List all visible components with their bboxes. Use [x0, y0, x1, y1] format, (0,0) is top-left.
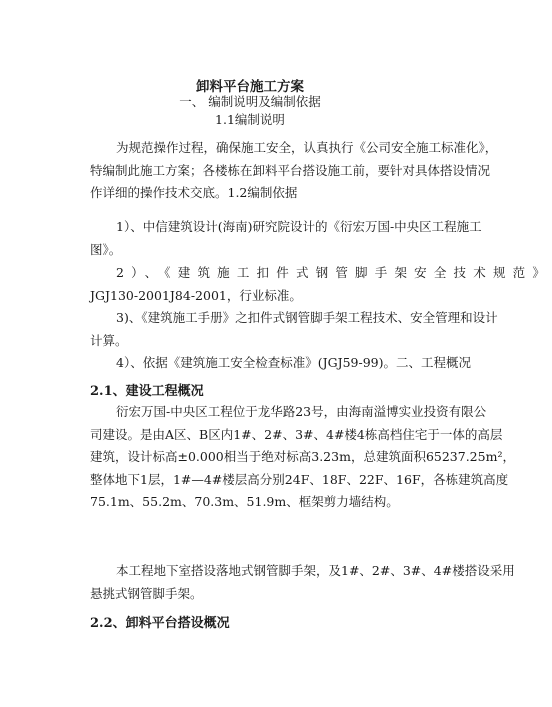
basis-item-1-line-2: 图》。 [90, 241, 122, 257]
scaffold-line-1: 本工程地下室搭设落地式钢管脚手架，及1#、2#、3#、4#楼搭设采用 [116, 563, 515, 578]
overview-line-4: 整体地下1层，1#—4#楼层高分别24F、18F、22F、16F，各栋建筑高度 [90, 471, 509, 487]
overview-line-3: 建筑，设计标高±0.000相当于绝对标高3.23m，总建筑面积65237.25m²， [90, 449, 515, 465]
document-title: 卸料平台施工方案 [196, 79, 304, 95]
scaffold-paragraph [90, 560, 515, 605]
basis-item-1 [90, 216, 482, 261]
basis-item-4 [90, 352, 471, 375]
section-heading-2-2: 2.2、卸料平台搭设概况 [90, 616, 230, 631]
basis-item-3 [90, 307, 498, 352]
intro-paragraph [90, 137, 498, 205]
overview-line-5: 75.1m、55.2m、70.3m、51.9m、框架剪力墙结构。 [90, 494, 399, 510]
heading-level-1: 一、 编制说明及编制依据 [179, 94, 321, 109]
overview-line-1: 衍宏万国-中央区工程位于龙华路23号，由海南溢博实业投资有限公 [116, 404, 487, 419]
basis-item-3-line-2: 计算。 [90, 332, 128, 348]
heading-level-2: 1.1编制说明 [215, 112, 285, 127]
basis-item-2-line-2: JGJ130-2001J84-2001，行业标准。 [90, 287, 302, 303]
basis-item-1-line-1: 1）、中信建筑设计(海南)研究院设计的《衍宏万国-中央区工程施工 [116, 219, 482, 234]
overview-line-2: 司建设。是由A区、B区内1#、2#、3#、4#楼4栋高档住宅于一体的高层 [90, 426, 503, 442]
section-heading-2-1: 2.1、建设工程概况 [90, 384, 204, 399]
basis-item-4-text: 4）、依据《建筑施工安全检查标准》(JGJ59-99)。二、工程概况 [116, 355, 471, 370]
intro-line-3: 作详细的操作技术交底。1.2编制依据 [90, 185, 298, 201]
scaffold-line-2: 悬挑式钢管脚手架。 [90, 585, 203, 601]
basis-item-3-line-1: 3)、《建筑施工手册》之扣件式钢管脚手架工程技术、安全管理和设计 [116, 310, 498, 325]
basis-item-2 [90, 262, 552, 307]
project-overview-paragraph [90, 401, 515, 514]
intro-line-2: 特编制此施工方案；各楼栋在卸料平台搭设施工前，要针对具体搭设情况 [90, 162, 491, 178]
intro-line-1: 为规范操作过程，确保施工安全，认真执行《公司安全施工标准化》， [116, 140, 498, 155]
basis-item-2-line-1: 2）、《建筑施工扣件式钢管脚手架安全技术规范》 [116, 265, 552, 280]
